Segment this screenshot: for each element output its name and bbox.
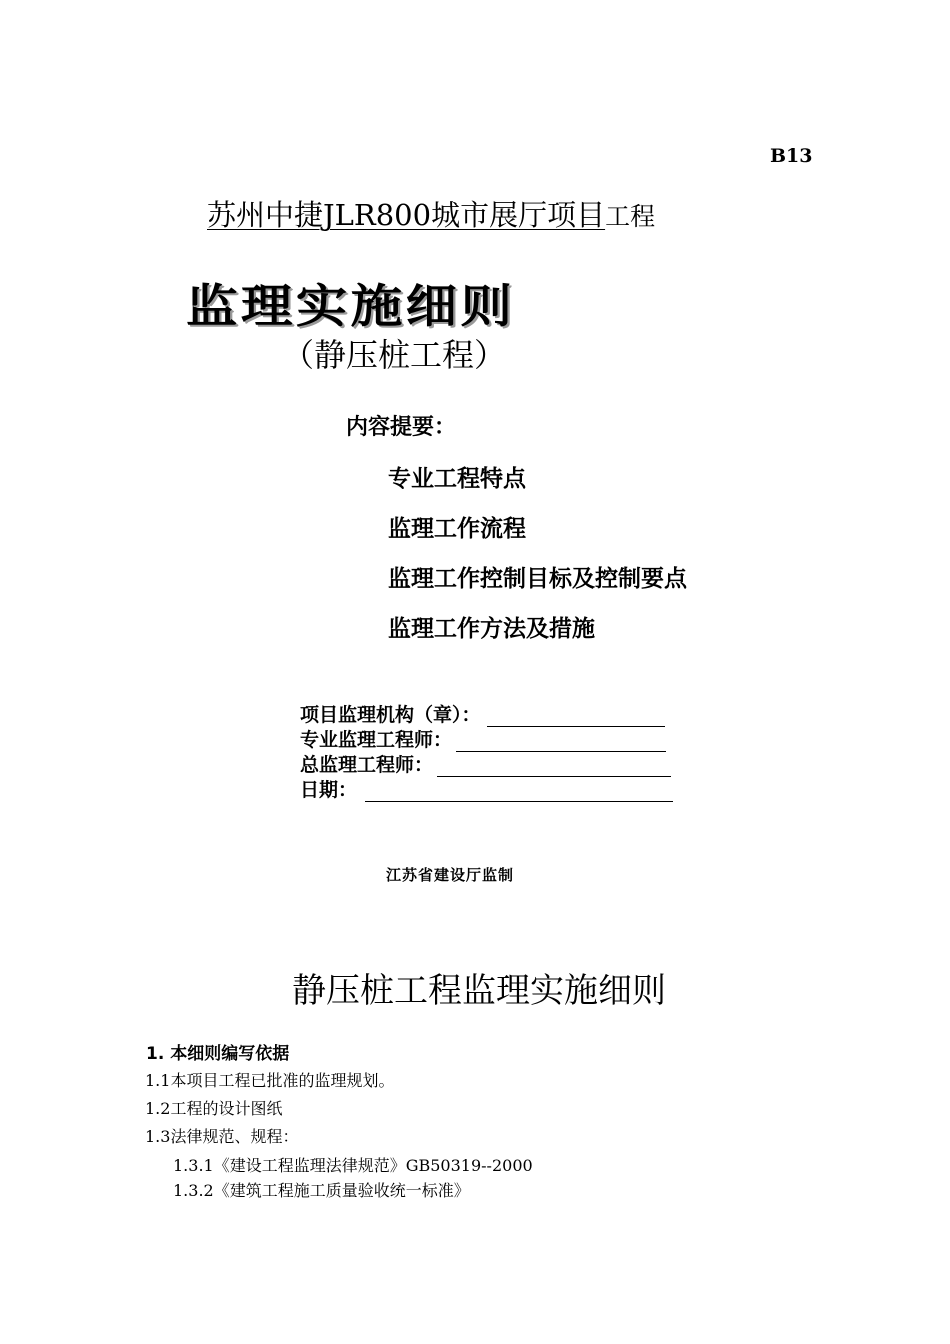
section-heading: 1. 本细则编写依据 bbox=[146, 1044, 290, 1064]
project-suffix: 工程 bbox=[605, 202, 656, 231]
document-sub-title: （静压桩工程） bbox=[282, 336, 507, 374]
signature-row-date bbox=[300, 775, 673, 802]
form-code: B13 bbox=[770, 145, 813, 167]
document-main-title: 监理实施细则 bbox=[186, 279, 516, 333]
project-name: 苏州中捷JLR800城市展厅项目 bbox=[207, 198, 606, 232]
summary-item: 监理工作流程 bbox=[388, 516, 526, 542]
signature-label: 项目监理机构（章）： bbox=[300, 704, 481, 726]
signature-row-chief bbox=[300, 750, 671, 777]
body-title: 静压桩工程监理实施细则 bbox=[292, 971, 666, 1011]
list-subitem: 1.3.2《建筑工程施工质量验收统一标准》 bbox=[173, 1181, 470, 1200]
signature-label: 总监理工程师： bbox=[300, 754, 434, 776]
list-subitem: 1.3.1《建设工程监理法律规范》GB50319--2000 bbox=[173, 1156, 533, 1175]
list-item: 1.2工程的设计图纸 bbox=[145, 1099, 283, 1118]
signature-row-agency bbox=[300, 700, 665, 727]
signature-label: 专业监理工程师： bbox=[300, 729, 453, 751]
list-item: 1.1本项目工程已批准的监理规划。 bbox=[145, 1071, 395, 1090]
summary-item: 监理工作方法及措施 bbox=[388, 616, 595, 642]
signature-row-specialist bbox=[300, 725, 666, 752]
summary-item: 专业工程特点 bbox=[388, 466, 526, 492]
signature-blank-line bbox=[365, 783, 673, 802]
signature-label: 日期： bbox=[300, 779, 358, 801]
issuer-note: 江苏省建设厅监制 bbox=[386, 866, 515, 884]
project-title bbox=[207, 193, 655, 234]
summary-label: 内容提要： bbox=[346, 415, 457, 440]
list-item: 1.3法律规范、规程： bbox=[145, 1127, 299, 1146]
summary-item: 监理工作控制目标及控制要点 bbox=[388, 566, 687, 592]
